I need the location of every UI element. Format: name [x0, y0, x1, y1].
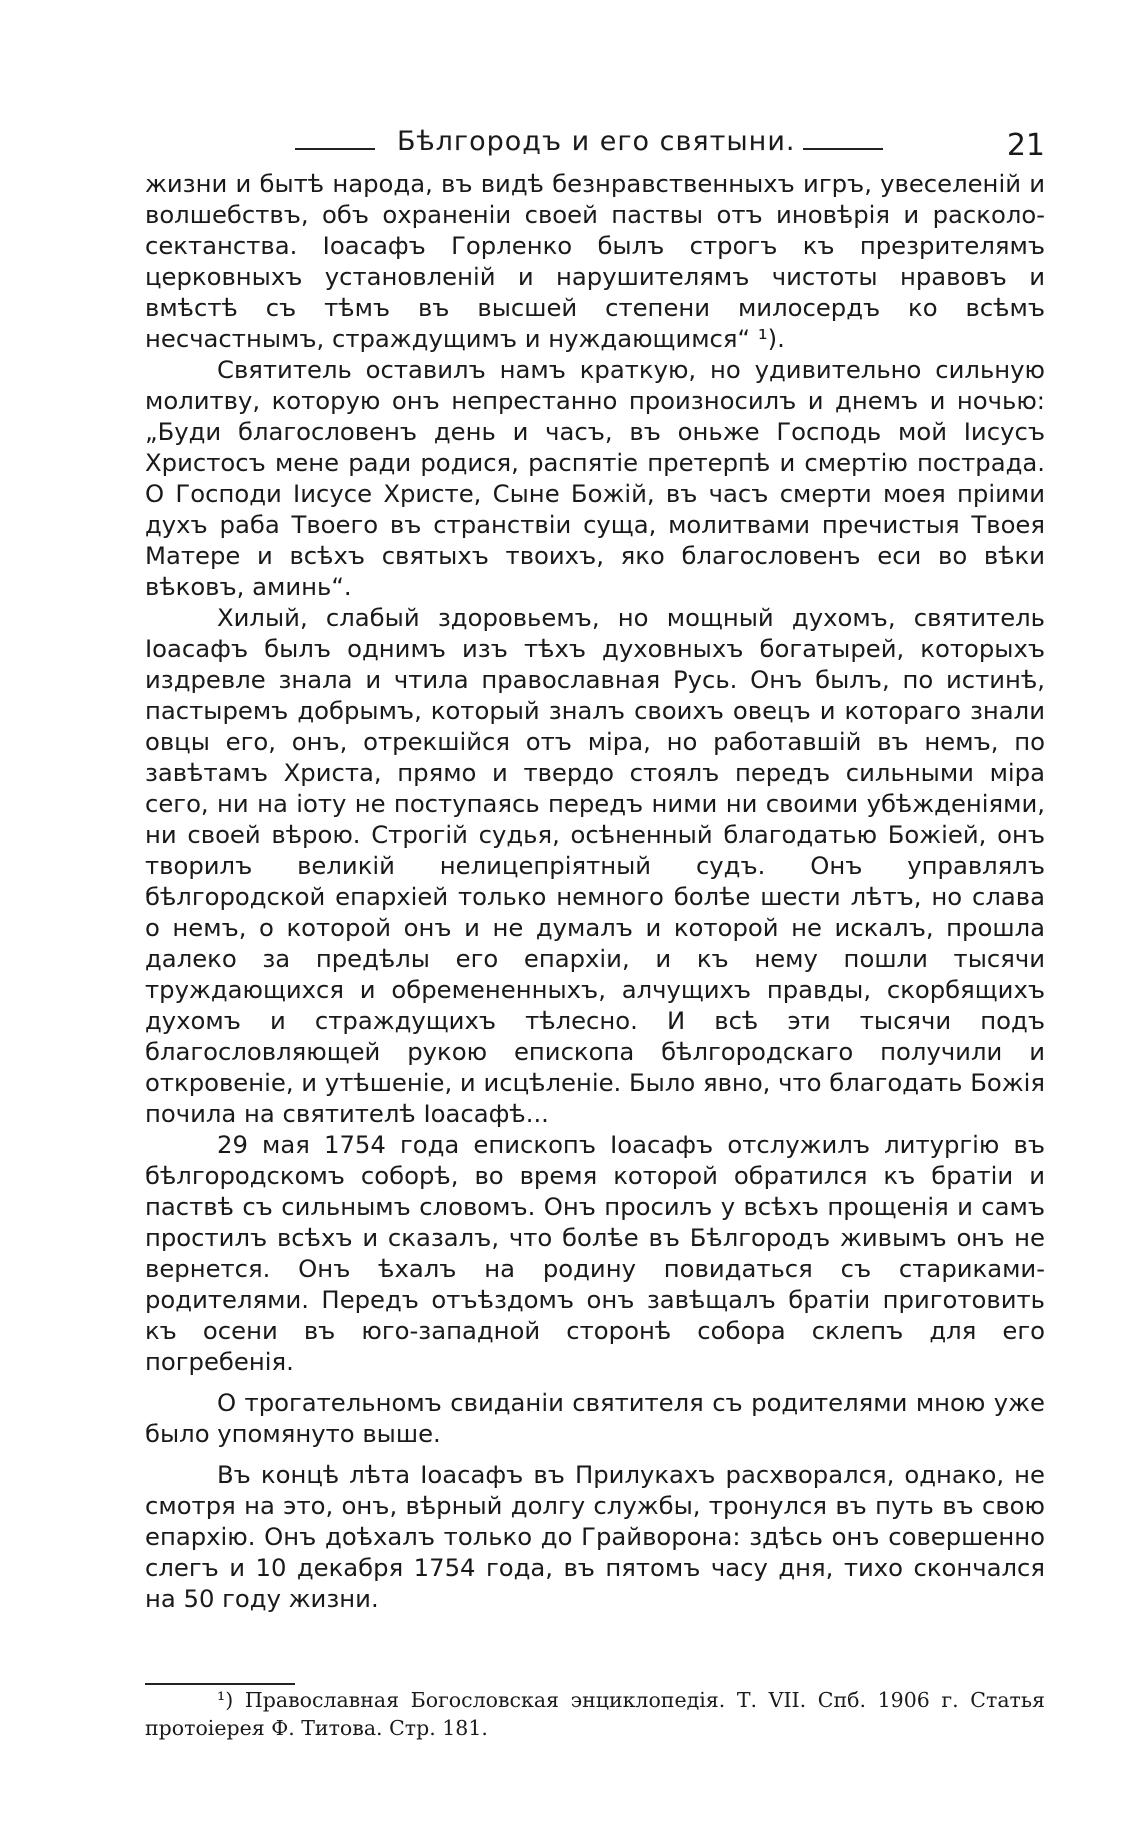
body-text [145, 168, 1045, 1614]
running-head [145, 126, 1045, 166]
page-title: Бѣлгородъ и его святыни. [397, 126, 796, 157]
paragraph-continuation: жизни и бытѣ народа, въ видѣ безнравственныхъ игръ, увеселеній и волшебствъ, объ охраненіи своей паствы отъ иновѣрія и расколо-сектанства. Іоасафъ Горленко былъ строгъ къ презрителямъ церковныхъ установленій и нарушителямъ чистоты нравовъ и вмѣстѣ съ тѣмъ въ высшей степени милосердъ ко всѣмъ несчастнымъ, страждущимъ и нуждающимся“ ¹). [145, 169, 1045, 353]
paragraph-farewell: 29 мая 1754 года епископъ Іоасафъ отслужилъ литургію въ бѣлгородскомъ соборѣ, во время которой обратился къ братіи и паствѣ съ сильнымъ словомъ. Онъ просилъ у всѣхъ прощенія и самъ простилъ всѣхъ и сказалъ, что болѣе въ Бѣлгородъ живымъ онъ не вернется. Онъ ѣхалъ на родину повидаться съ стариками-родителями. Передъ отъѣздомъ онъ завѣщалъ братіи приготовить къ осени въ юго-западной сторонѣ собора склепъ для его погребенія. [145, 1130, 1045, 1376]
header-rule-right [803, 148, 883, 150]
paragraph-character: Хилый, слабый здоровьемъ, но мощный духомъ, святитель Іоасафъ былъ однимъ изъ тѣхъ духовныхъ богатырей, которыхъ издревле знала и чтила православная Русь. Онъ былъ, по истинѣ, пастыремъ добрымъ, который зналъ своихъ овецъ и котораго знали овцы его, онъ, отрекшійся отъ міра, но работавшій въ немъ, по завѣтамъ Христа, прямо и твердо стоялъ передъ сильными міра сего, ни на іоту не поступаясь передъ ними ни своими убѣжденіями, ни своей вѣрою. Строгій судья, осѣненный благодатью Божіей, онъ творилъ великій нелицепріятный судъ. Онъ управлялъ бѣлгородской епархіей только немного болѣе шести лѣтъ, но слава о немъ, о которой онъ и не думалъ и которой не искалъ, прошла далеко за предѣлы его епархіи, и къ нему пошли тысячи труждающихся и обремененныхъ, алчущихъ правды, скорбящихъ духомъ и страждущихъ тѣлесно. И всѣ эти тысячи подъ благословляющей рукою епископа бѣлгородскаго получили и откровеніе, и утѣшеніе, и исцѣленіе. Было явно, что благодать Божія почила на святителѣ Іоасафѣ... [145, 603, 1045, 1128]
footnote: ¹) Православная Богословская энциклопедія. Т. VII. Спб. 1906 г. Статья протоіерея Ф. Титова. Стр. 181. [145, 1688, 1045, 1740]
footnote-rule [145, 1683, 295, 1685]
paragraph-meeting: О трогательномъ свиданіи святителя съ родителями мною уже было упомянуто выше. [145, 1388, 1045, 1448]
page-number: 21 [1006, 128, 1045, 163]
header-rule-left [295, 148, 375, 150]
paragraph-death: Въ концѣ лѣта Іоасафъ въ Прилукахъ расхворался, однако, не смотря на это, онъ, вѣрный долгу службы, тронулся въ путь въ свою епархію. Онъ доѣхалъ только до Грайворона: здѣсь онъ совершенно слегъ и 10 декабря 1754 года, въ пятомъ часу дня, тихо скончался на 50 году жизни. [145, 1460, 1045, 1613]
paragraph-prayer: Святитель оставилъ намъ краткую, но удивительно сильную молитву, которую онъ непрестанно произносилъ и днемъ и ночью: „Буди благословенъ день и часъ, въ оньже Господь мой Іисусъ Христосъ мене ради родися, распятіе претерпѣ и смертію пострада. О Господи Іисусе Христе, Сыне Божій, въ часъ смерти моея пріими духъ раба Твоего въ странствіи суща, молитвами пречистыя Твоея Матере и всѣхъ святыхъ твоихъ, яко благословенъ еси во вѣки вѣковъ, аминь“. [145, 355, 1045, 601]
